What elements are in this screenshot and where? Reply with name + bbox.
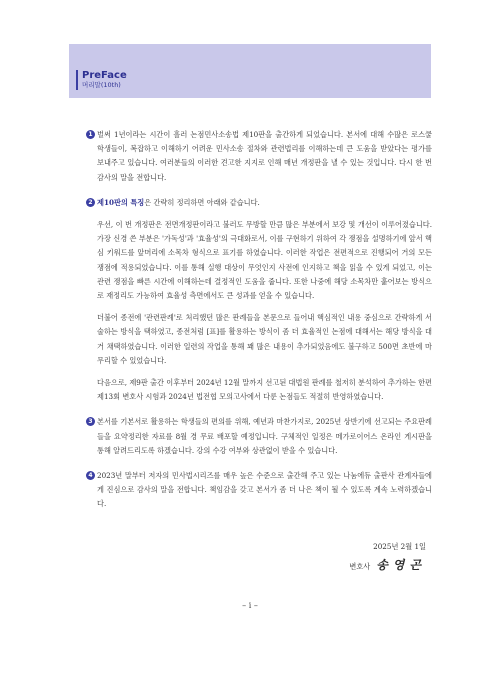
section-4-number: 4 (86, 471, 95, 480)
section-3 (87, 415, 432, 458)
section-3-text: 본서를 기본서로 활용하는 학생들의 편의를 위해, 예년과 마찬가지로, 2025년 상반기에 선고되는 주요판례들을 요약정리한 자료를 8월 경 무료 배포할 예정입니다. 구체적인 일정은 메가로이어스 온라인 게시판을 통해 알려드리도록 하겠습니다. 강의 수강 여부와 상관없이 받을 수 있습니다. (97, 417, 432, 455)
signature-date: 2025년 2월 1일 (373, 542, 426, 551)
section-2-intro: 은 간략히 정리하면 아래와 같습니다. (144, 197, 260, 207)
section-1-text: 벌써 1년이라는 시간이 흘러 논점민사소송법 제10판을 출간하게 되었습니다. 본서에 대해 수많은 로스쿨 학생들이, 복잡하고 이해하기 어려운 민사소송 절차와 관련법리를 이해하는데 큰 도움을 받았다는 평가를 보내주고 있습니다. 여러분들의 이러한 견고한 지지로 인해 매년 개정판을 낼 수 있는 것입니다. 다시 한 번 감사의 말을 전합니다. (97, 130, 432, 182)
section-2-number: 2 (86, 198, 95, 207)
section-4-text: 2023년 말부터 저자의 민사법시리즈를 매우 높은 수준으로 출간해 주고 있는 나눔에듀 출판사 관계자들에게 진심으로 감사의 말을 전합니다. 책임감을 갖고 본서가 좀 더 나은 책이 될 수 있도록 계속 노력하겠습니다. (97, 471, 432, 509)
preface-body (87, 128, 432, 523)
signature-line (349, 556, 426, 576)
section-2-paragraph-2: 더불어 종전에 '관련판례'로 처리했던 많은 판례들을 본문으로 들어내 핵심적인 내용 중심으로 간략하게 서술하는 방식을 택하였고, 종전처럼 [표]를 활용하는 방식이 좀 더 효율적인 논점에 대해서는 해당 방식을 대거 채택하였습니다. 이러한 일련의 작업을 통해 꽤 많은 내용이 추가되었음에도 불구하고 500면 초반에 마무리할 수 있었습니다. (97, 313, 432, 365)
section-2 (87, 196, 432, 210)
section-4 (87, 469, 432, 512)
header-title: PreFace (82, 70, 127, 81)
section-3-number: 3 (86, 417, 95, 426)
section-1 (87, 128, 432, 185)
signature-role: 변호사 (349, 562, 371, 571)
signature-block (349, 538, 426, 576)
section-1-number: 1 (86, 130, 95, 139)
section-2-highlight: 제10판의 특징 (97, 197, 145, 207)
section-2-paragraph-1: 우선, 이 번 개정판은 전면개정판이라고 불러도 무방할 만큼 많은 부분에서 보강 및 개선이 이루어졌습니다. 가장 신경 쓴 부분은 '가독성'과 '효율성'의 극대화로서, 이를 구현하기 위하여 각 쟁점을 설명하기에 앞서 핵심 키워드를 앞머리에 소목차 형식으로 표기를 하였습니다. 이러한 작업은 전편적으로 진행되어 거의 모든 쟁점에 적용되었습니다. 이를 통해 실행 대상이 무엇인지 사전에 인지하고 책을 읽을 수 있게 되었고, 이는 관련 쟁점을 빠른 시간에 이해하는데 결정적인 도움을 줍니다. 또한 나중에 해당 소목차만 훑어보는 방식으로 재정리도 가능하여 효율성 측면에서도 큰 성과를 얻을 수 있습니다. (97, 220, 432, 301)
header-subtitle: 머리말(10th) (82, 81, 121, 89)
header-title-box (76, 70, 127, 90)
section-2-paragraph-3: 다음으로, 제9판 출간 이후부터 2024년 12월 말까지 선고된 대법원 판례를 철저히 분석하여 추가하는 한편 제13회 변호사 시험과 2024년 법전협 모의고사에서 다룬 논점들도 적절히 반영하였습니다. (97, 378, 432, 402)
page-number: – i – (242, 601, 258, 610)
signature-name: 송영곤 (376, 558, 426, 572)
